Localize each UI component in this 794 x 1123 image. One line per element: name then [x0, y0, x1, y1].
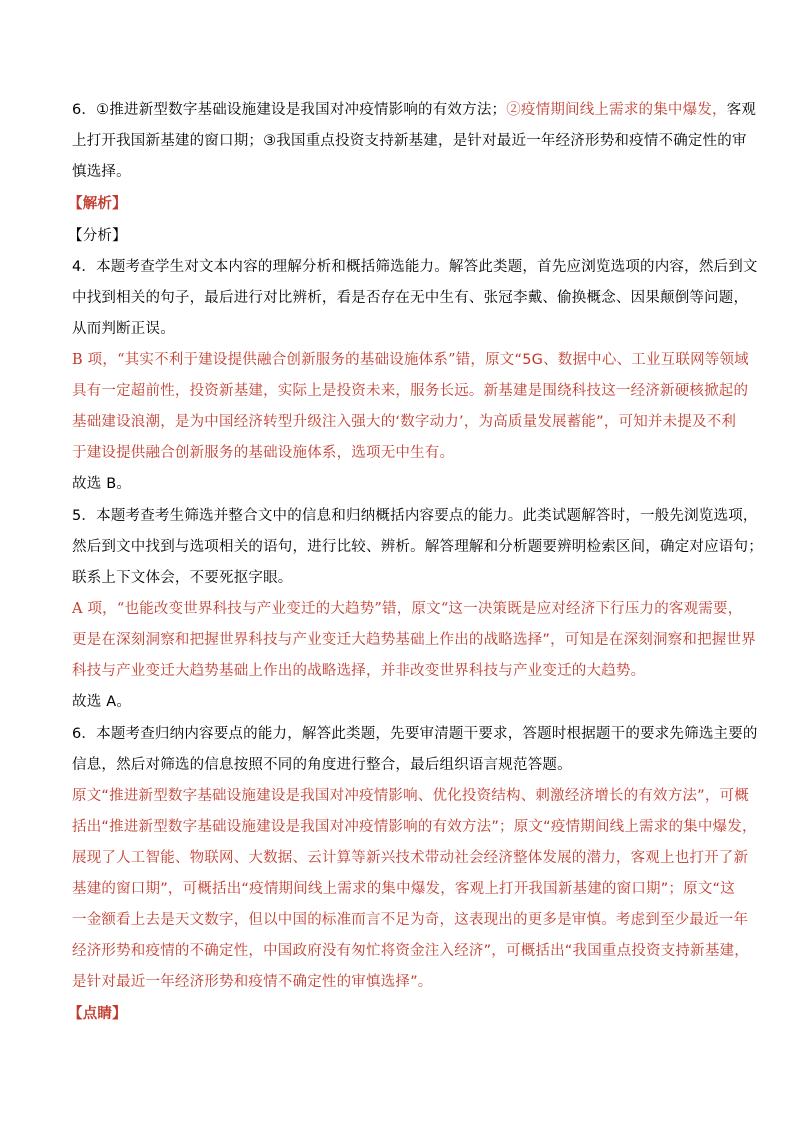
- answer6-line2: 上打开我国新基建的窗口期；③我国重点投资支持新基建，是针对最近一年经济形势和疫情不确定性的审: [72, 133, 747, 149]
- q6-reason-line4: 基建的窗口期”，可概括出“疫情期间线上需求的集中爆发，客观上打开我国新基建的窗口期”；原文“这: [72, 881, 735, 897]
- q4-reason-line1: [72, 350, 749, 370]
- q4-line3: 从而判断正误。: [72, 321, 175, 337]
- q6-reason-line1: [72, 786, 749, 806]
- q6-line1: 6．本题考查归纳内容要点的能力，解答此类题，先要审清题干要求，答题时根据题干的要求先筛选主要的: [72, 726, 758, 742]
- q4-reason-line4: 于建设提供融合创新服务的基础设施体系，选项无中生有。: [72, 445, 455, 461]
- q6-reason-prefix-2: 括出“: [72, 819, 110, 835]
- answer6-text: 6．①推进新型数字基础设施建设是我国对冲疫情影响的有效方法；: [72, 102, 507, 118]
- heading-dianjing: 【点睛】: [68, 1006, 127, 1022]
- q6-reason-prefix: 原文“: [72, 788, 110, 804]
- q5-reason-line2: 更是在深刻洞察和把握世界科技与产业变迁大趋势基础上作出的战略选择”，可知是在深刻洞察和把握世界: [72, 632, 756, 648]
- q4-line2: 中找到相关的句子，最后进行对比辨析，看是否存在无中生有、张冠李戴、偷换概念、因果颠倒等问题，: [72, 290, 749, 306]
- q5-answer: 故选 A。: [72, 694, 132, 710]
- q4-line1: 4．本题考查学生对文本内容的理解分析和概括筛选能力。解答此类题，首先应浏览选项的内容，然后到文: [72, 259, 758, 275]
- q5-reason-highlight: A 项，“也能改变世界科技与产业变迁的大趋势”: [72, 601, 383, 617]
- q5-reason-line3: 科技与产业变迁大趋势基础上作出的战略选择，并非改变世界科技与产业变迁的大趋势。: [72, 663, 646, 679]
- q5-line1: 5．本题考查考生筛选并整合文中的信息和归纳概括内容要点的能力。此类试题解答时，一般先浏览选项，: [72, 508, 758, 524]
- answer6-highlight: ②疫情期间线上需求的集中爆发，: [506, 102, 727, 118]
- q4-reason-highlight: B 项，“其实不利于建设提供融合创新服务的基础设施体系”: [72, 352, 456, 368]
- q6-reason-mid: ”；原文“: [491, 819, 551, 835]
- q6-reason-tail: 、优化投资结构、刺激经济增长的有效方法”，可概: [417, 788, 749, 804]
- q6-reason-highlight: 推进新型数字基础设施建设是我国对冲疫情影响: [109, 788, 418, 804]
- q6-reason-line5: 一金额看上去是天文数字，但以中国的标准而言不足为奇，这表现出的更多是审慎。考虑到至少最近一年: [72, 912, 749, 928]
- q4-reason-line3: 基础建设浪潮，是为中国经济转型升级注入强大的‘数字动力’，为高质量发展蓄能”，可知并未提及不利: [72, 414, 737, 430]
- heading-jiexi: 【解析】: [68, 196, 127, 212]
- heading-fenxi: 【分析】: [68, 228, 127, 244]
- q5-reason-highlight-2: 原文“这一决策既是应对经济下行压力的客观需要，: [411, 601, 743, 617]
- q4-reason-tail: 错，原文“5G、数据中心、工业互联网等领域: [455, 352, 749, 368]
- q6-line2: 信息，然后对筛选的信息按照不同的角度进行整合，最后组织语言规范答题。: [72, 757, 572, 773]
- q6-reason-line3: 展现了人工智能、物联网、大数据、云计算等新兴技术带动社会经济整体发展的潜力，客观上也打开了新: [72, 850, 749, 866]
- q5-reason-mid: 错，: [382, 601, 412, 617]
- answer6-line1: [72, 100, 757, 120]
- q4-reason-line2: 具有一定超前性，投资新基建，实际上是投资未来，服务长远。新基建是围绕科技这一经济新硬核掀起的: [72, 383, 749, 399]
- answer6-line3: 慎选择。: [72, 164, 131, 180]
- q6-reason-highlight-3: 疫情期间线上需求的集中爆发，: [550, 819, 757, 835]
- q4-answer: 故选 B。: [72, 476, 132, 492]
- q6-reason-line2: [72, 817, 757, 837]
- q6-reason-line6: 经济形势和疫情的不确定性，中国政府没有匆忙将资金注入经济”，可概括出“我国重点投资支持新基建，: [72, 943, 749, 959]
- q6-reason-highlight-2: 推进新型数字基础设施建设是我国对冲疫情影响的有效方法: [109, 819, 492, 835]
- q5-line2: 然后到文中找到与选项相关的语句，进行比较、辨析。解答理解和分析题要辨明检索区间，确定对应语句；: [72, 539, 763, 555]
- answer6-text-tail: 客观: [726, 102, 757, 118]
- q6-reason-line7: 是针对最近一年经济形势和疫情不确定性的审慎选择”。: [72, 974, 433, 990]
- q5-reason-line1: [72, 599, 743, 619]
- q5-line3: 联系上下文体会，不要死抠字眼。: [72, 570, 293, 586]
